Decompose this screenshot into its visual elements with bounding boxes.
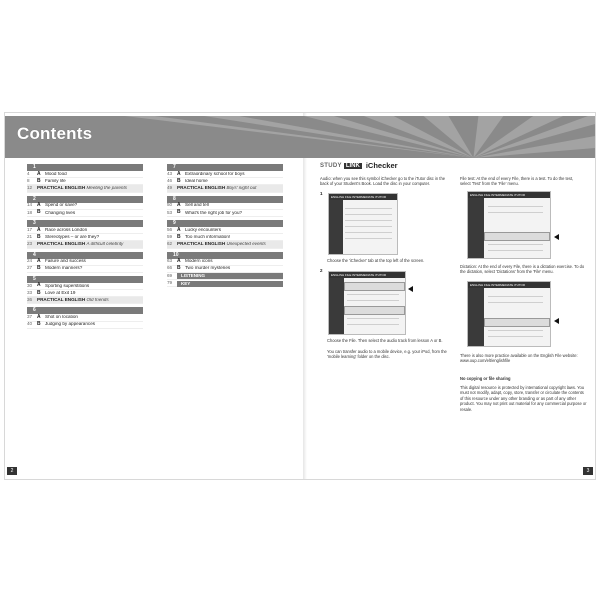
page-number: 12 [27, 185, 33, 191]
step1-caption: Choose the 'iChecker' tab at the top left of the screen. [327, 258, 425, 263]
practical-english-subtitle: Meeting the parents [86, 186, 128, 191]
page-number: 4 [27, 170, 30, 176]
unit-header: 6 [27, 307, 143, 314]
step1-number: 1 [320, 191, 323, 196]
page-number: 27 [27, 265, 33, 271]
lesson-title: Stereotypes – or are they? [45, 234, 100, 239]
step2-caption: Choose the File. Then select the audio track from lesson A or B. [327, 338, 443, 343]
lesson-row[interactable] [27, 322, 143, 329]
unit-header: 8 [167, 196, 283, 203]
lesson-row[interactable] [27, 259, 143, 266]
page-number: 14 [27, 202, 33, 208]
lesson-title: Mood food [45, 171, 67, 176]
lesson-title: Failure and success [45, 259, 86, 264]
page-number: 53 [167, 209, 173, 215]
extra-section-row[interactable] [167, 280, 283, 287]
page-number: 49 [167, 185, 173, 191]
page-number: 18 [27, 209, 33, 215]
lesson-row[interactable] [167, 210, 283, 217]
lesson-row[interactable] [27, 266, 143, 273]
page-number: 36 [27, 297, 33, 303]
page-number: 66 [167, 265, 173, 271]
lesson-title: Extraordinary school for boys [185, 171, 245, 176]
lesson-title: Modern manners? [45, 266, 83, 271]
page-number: 24 [27, 258, 33, 264]
pointer-arrow-icon [554, 318, 559, 324]
dictation-text: Dictation: At the end of every File, there is a dictation exercise. To do the dictation, select 'Dictations' from the 'File' menu. [460, 264, 585, 275]
practical-english-row[interactable] [27, 241, 143, 248]
unit-header: 7 [167, 164, 283, 171]
lesson-letter: A [177, 170, 181, 177]
lesson-title: Lucky encounters [185, 227, 222, 232]
lesson-letter: B [37, 209, 41, 216]
lesson-letter: A [37, 282, 41, 289]
page-number: 21 [27, 233, 33, 239]
ichecker-intro: Audio: when you see this symbol iChecker go to the iTutor disc in the back of your Student's Book. Load the disc in your computer. [320, 176, 445, 187]
practical-english-row[interactable] [27, 185, 143, 192]
step2-number: 2 [320, 268, 323, 273]
screenshot-title: ENGLISH FILE INTERMEDIATE iTUTOR [468, 192, 550, 198]
page-number: 79 [167, 279, 173, 285]
lesson-row[interactable] [27, 203, 143, 210]
sunburst-decoration [5, 116, 595, 158]
contents-column-left [27, 161, 143, 329]
lesson-row[interactable] [167, 227, 283, 234]
lesson-letter: B [37, 265, 41, 272]
extra-section-label: LISTENING [177, 273, 283, 279]
practical-english-label: PRACTICAL ENGLISH [37, 242, 86, 247]
lesson-title: Too much information! [185, 234, 231, 239]
unit-header: 10 [167, 252, 283, 259]
lesson-title: Sporting superstitions [45, 283, 90, 288]
lesson-row[interactable] [167, 266, 283, 273]
lesson-letter: A [37, 170, 41, 177]
page-number: 50 [167, 202, 173, 208]
screenshot-step1 [328, 193, 398, 255]
lesson-letter: A [177, 226, 181, 233]
pointer-arrow-icon [408, 286, 413, 292]
lesson-title: Two murder mysteries [185, 266, 231, 271]
copy-heading: No copying or file sharing [460, 376, 511, 381]
lesson-title: Judging by appearances [45, 322, 96, 327]
lesson-letter: B [37, 321, 41, 328]
practical-english-row[interactable] [167, 185, 283, 192]
lesson-title: Family life [45, 178, 66, 183]
pointer-arrow-icon [554, 234, 559, 240]
screenshot-dictation [467, 281, 551, 347]
unit-header: 4 [27, 252, 143, 259]
lesson-title: Sell and tell [185, 203, 209, 208]
link-label: LINK [345, 162, 360, 169]
lesson-title: Modern icons [185, 259, 213, 264]
page-number: 23 [27, 241, 33, 247]
lesson-title: Race across London [45, 227, 88, 232]
lesson-row[interactable] [27, 283, 143, 290]
page-number-right: 3 [583, 467, 593, 475]
practical-english-subtitle: Old friends [86, 298, 109, 303]
screenshot-step2 [328, 271, 406, 335]
lesson-row[interactable] [27, 314, 143, 321]
book-spread [4, 112, 596, 480]
unit-header: 9 [167, 220, 283, 227]
page-number: 43 [167, 170, 173, 176]
contents-banner [5, 116, 595, 158]
screenshot-sidebar [468, 198, 484, 258]
ichecker-heading [320, 161, 398, 170]
lesson-row[interactable] [27, 171, 143, 178]
practical-english-label: PRACTICAL ENGLISH [37, 298, 86, 303]
page-number: 8 [27, 177, 30, 183]
practical-english-subtitle: Unexpected events [226, 242, 266, 247]
more-practice-text: There is also more practice available on the English File website: www.oup.com/elt/englishfile [460, 353, 578, 364]
lesson-row[interactable] [27, 178, 143, 185]
screenshot-file-test [467, 191, 551, 259]
unit-header: 2 [27, 196, 143, 203]
lesson-title: Spend or save? [45, 203, 78, 208]
practical-english-subtitle: Boys' night out [226, 186, 257, 191]
unit-header: 3 [27, 220, 143, 227]
lesson-letter: B [177, 209, 181, 216]
lesson-letter: A [177, 202, 181, 209]
lesson-letter: B [177, 233, 181, 240]
lesson-letter: A [37, 258, 41, 265]
lesson-title: Changing lives [45, 210, 76, 215]
lesson-row[interactable] [167, 259, 283, 266]
unit-header: 1 [27, 164, 143, 171]
practical-english-row[interactable] [27, 297, 143, 304]
lesson-row[interactable] [27, 290, 143, 297]
lesson-letter: B [37, 289, 41, 296]
lesson-row[interactable] [27, 234, 143, 241]
page-number: 69 [167, 272, 173, 278]
practical-english-subtitle: A difficult celebrity [86, 242, 124, 247]
page-number: 46 [167, 177, 173, 183]
extra-section-label: KEY [177, 281, 283, 287]
page-number: 33 [27, 289, 33, 295]
screenshot-sidebar [329, 278, 344, 334]
screenshot-title: ENGLISH FILE INTERMEDIATE iTUTOR [329, 194, 397, 200]
page-title: Contents [17, 124, 93, 143]
extra-section-row[interactable] [167, 273, 283, 280]
screenshot-sidebar [329, 200, 343, 254]
unit-header: 5 [27, 276, 143, 283]
page-number: 37 [27, 314, 33, 320]
screenshot-sidebar [468, 288, 484, 346]
contents-column-middle [167, 161, 283, 287]
ichecker-title: iChecker [365, 161, 398, 170]
page-number: 62 [167, 241, 173, 247]
lesson-row[interactable] [167, 203, 283, 210]
lesson-row[interactable] [167, 171, 283, 178]
page-number-left: 2 [7, 467, 17, 475]
practical-english-row[interactable] [167, 241, 283, 248]
lesson-title: What's the right job for you? [185, 210, 243, 215]
page-number: 17 [27, 226, 33, 232]
lesson-letter: A [37, 314, 41, 321]
screenshot-title: ENGLISH FILE INTERMEDIATE iTUTOR [468, 282, 550, 288]
lesson-letter: B [177, 265, 181, 272]
file-test-text: File test: At the end of every File, there is a test. To do the test, select 'Test' from the 'File' menu. [460, 176, 574, 187]
lesson-letter: A [37, 202, 41, 209]
lesson-letter: B [177, 177, 181, 184]
page-number: 40 [27, 321, 33, 327]
transfer-note: You can transfer audio to a mobile device, e.g. your iPod, from the 'mobile learning' folder on the disc. [327, 349, 447, 360]
lesson-row[interactable] [167, 234, 283, 241]
copy-text: This digital resource is protected by international copyright laws. You must not modify, adapt, copy, store, transfer or circulate the contents of this resource under any other branding or as part of any other product. You may not print out material for any commercial purpose or resale. [460, 385, 587, 412]
page-number: 30 [27, 282, 33, 288]
page-number: 59 [167, 233, 173, 239]
lesson-letter: A [37, 226, 41, 233]
lesson-row[interactable] [167, 178, 283, 185]
lesson-letter: B [37, 177, 41, 184]
lesson-row[interactable] [27, 210, 143, 217]
lesson-title: Love at Exit 19 [45, 290, 76, 295]
lesson-letter: A [177, 258, 181, 265]
practical-english-label: PRACTICAL ENGLISH [177, 242, 226, 247]
lesson-title: Ideal home [185, 178, 208, 183]
screenshot-title: ENGLISH FILE INTERMEDIATE iTUTOR [329, 272, 405, 278]
practical-english-label: PRACTICAL ENGLISH [37, 186, 86, 191]
lesson-row[interactable] [27, 227, 143, 234]
study-label: STUDY [320, 162, 342, 169]
practical-english-label: PRACTICAL ENGLISH [177, 186, 226, 191]
lesson-title: Shot on location [45, 315, 78, 320]
page-gutter [303, 113, 307, 479]
page-number: 56 [167, 226, 173, 232]
page-number: 63 [167, 258, 173, 264]
lesson-letter: B [37, 233, 41, 240]
